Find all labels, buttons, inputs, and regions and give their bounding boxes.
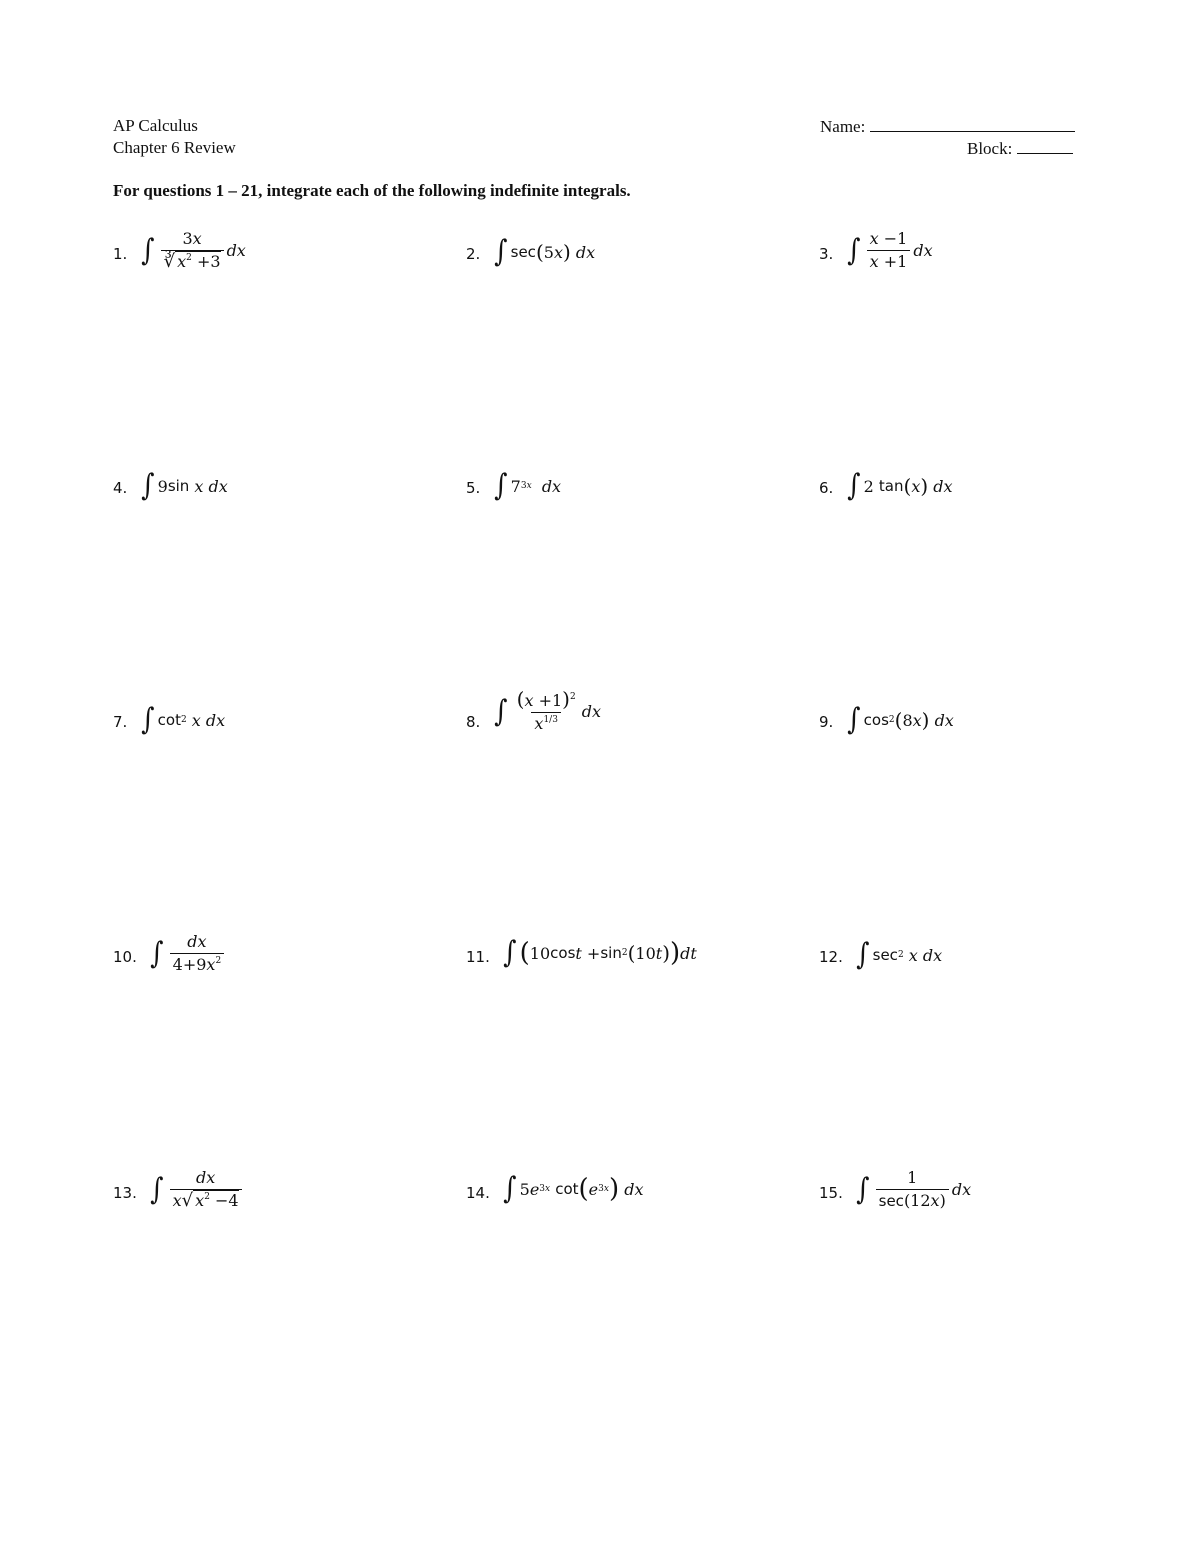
integral-expression: ∫ 7 3x dx (494, 468, 562, 503)
question-number: 7. (113, 713, 128, 731)
question-number: 15. (819, 1184, 843, 1202)
question-number: 13. (113, 1184, 137, 1202)
question-number: 3. (819, 245, 834, 263)
question-number: 14. (466, 1184, 490, 1202)
integral-expression: ∫ $\frac{(x +1)^2}{x^{1/3}}$ dx (494, 687, 601, 733)
integral-expression: ∫ $\frac{3x}{∛ x^2 +3}$ dx (141, 229, 246, 272)
integral-expression: ∫ $\frac{1}{\sec(12x)}$ dx (856, 1168, 972, 1210)
integral-expression: ∫ $\frac{x -1}{x +1}$ dx (847, 229, 933, 271)
integral-expression: ∫ 9 sin x dx (141, 468, 228, 503)
question-number: 4. (113, 479, 128, 497)
chapter-title: Chapter 6 Review (113, 138, 236, 157)
integral-expression: ∫ cot 2 x dx (141, 702, 226, 737)
block-field[interactable] (967, 137, 1073, 160)
course-title: AP Calculus (113, 116, 198, 135)
integral-expression: ∫ 5 e 3x cot ( e 3x ) dx (503, 1171, 644, 1206)
question-number: 5. (466, 479, 481, 497)
question-number: 8. (466, 713, 481, 731)
block-label: Block: (967, 139, 1013, 158)
question-number: 10. (113, 948, 137, 966)
question-number: 2. (466, 245, 481, 263)
question-number: 1. (113, 245, 128, 263)
integral-expression: ∫ sec ( 5 x ) dx (494, 234, 596, 269)
integral-expression: ∫ cos 2 ( 8 x ) dx (847, 702, 954, 737)
question-number: 6. (819, 479, 834, 497)
name-label: Name: (820, 117, 866, 136)
name-blank[interactable] (870, 115, 1075, 132)
integral-expression: ∫ $\frac{dx}{4+9x^2}$ (149, 933, 227, 974)
integral-expression: ∫ $\frac{dx}{x√ x^2 -4}$ (149, 1169, 245, 1210)
question-number: 12. (819, 948, 843, 966)
name-field[interactable] (820, 115, 1075, 138)
integral-expression: ∫ ( 10 cos t + sin 2 ( 10 t ) ) dt (503, 935, 697, 970)
question-number: 9. (819, 713, 834, 731)
question-number: 11. (466, 948, 490, 966)
block-blank[interactable] (1017, 137, 1073, 154)
integral-expression: ∫ 2 tan ( x ) dx (847, 468, 953, 503)
integral-expression: ∫ sec 2 x dx (856, 937, 943, 972)
instructions: For questions 1 – 21, integrate each of the following indefinite integrals. (113, 181, 631, 200)
